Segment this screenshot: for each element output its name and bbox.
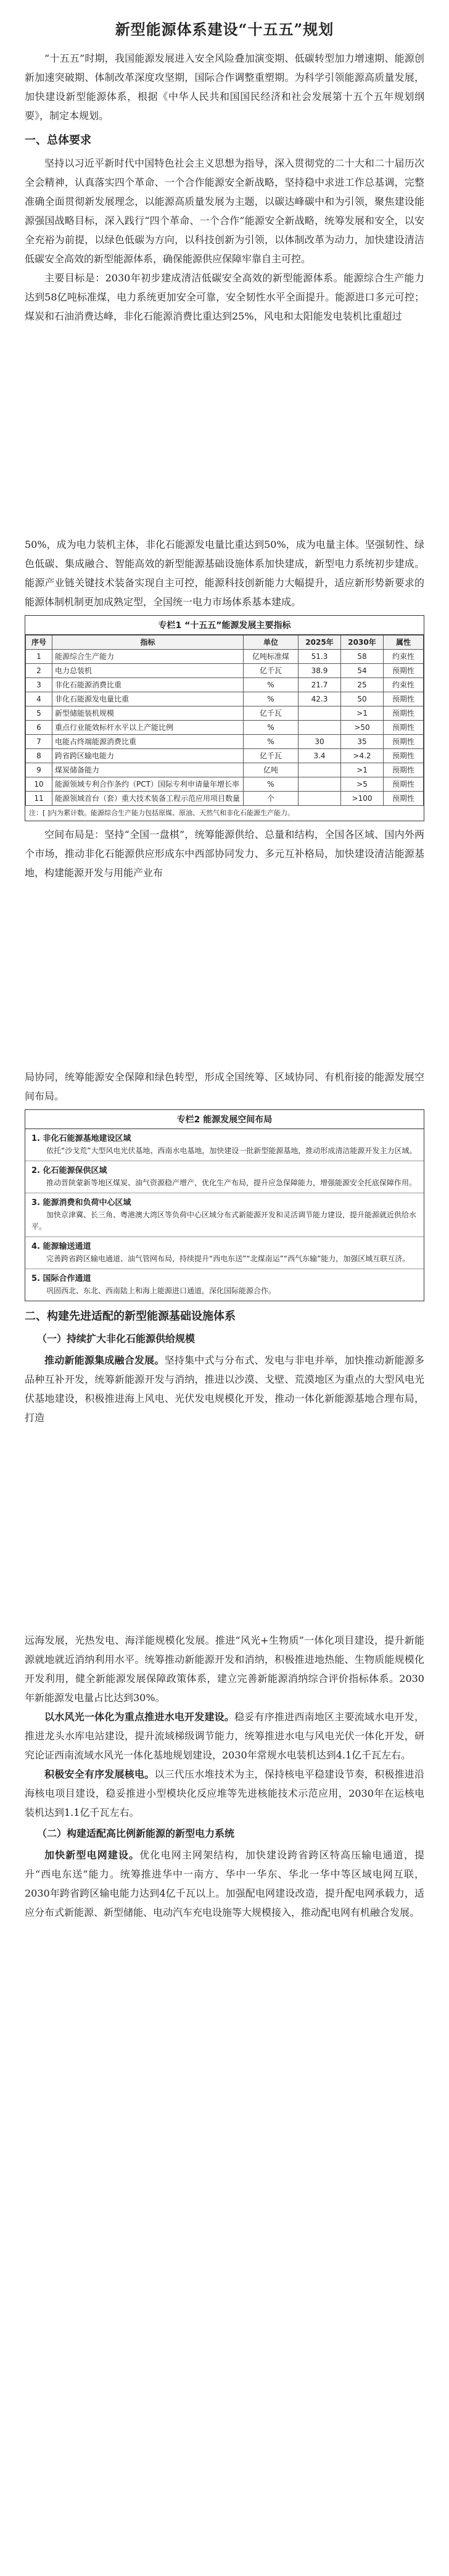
table-cell: 预期性: [384, 749, 424, 763]
nuclear-lead: 积极安全有序发展核电。: [44, 1768, 155, 1780]
section-one-part-a: [25, 0, 424, 328]
table-cell: 预期性: [384, 777, 424, 792]
table-cell: 预期性: [384, 721, 424, 735]
table-cell: %: [244, 735, 299, 749]
table-cell: %: [244, 777, 299, 792]
table-cell: 约束性: [384, 650, 424, 664]
table-row: [26, 735, 424, 749]
indicator-table-box: [25, 615, 424, 821]
table-cell: 30: [299, 735, 341, 749]
col-header: 单位: [244, 636, 299, 650]
zone-title: 1. 非化石能源基地建设区域: [31, 1134, 131, 1143]
nuclear-paragraph: [25, 1765, 424, 1822]
hydro-text: 稳妥有序推进西南地区主要流域水电开发，推进龙头水库电站建设，提升流域梯级调节能力，统筹推进水电与风电光伏一体化开发，研究论证西南流域水风光一体化基地规划建设，2030年常规水电装机达到4.1亿千瓦左右。: [25, 1711, 424, 1761]
table-cell: >5: [341, 777, 384, 792]
newenergy-paragraph: [25, 1351, 424, 1427]
table-row: [26, 763, 424, 777]
indicator-table: [25, 635, 424, 806]
table-cell: 煤炭储备能力: [52, 763, 244, 777]
layout-zone: [25, 1193, 424, 1237]
section-layout-part: [25, 1067, 424, 1427]
layout-zone: [25, 1269, 424, 1301]
table-cell: 3: [26, 678, 52, 692]
table-cell: 7: [26, 735, 52, 749]
layout-zone: [25, 1161, 424, 1193]
table-cell: 51.3: [299, 650, 341, 664]
table-cell: 25: [341, 678, 384, 692]
table-cell: 预期性: [384, 664, 424, 678]
table-cell: 非化石能源消费比重: [52, 678, 244, 692]
table-cell: %: [244, 678, 299, 692]
hydro-paragraph: [25, 1707, 424, 1765]
table-cell: 5: [26, 706, 52, 721]
table-header-row: [26, 636, 424, 650]
table-row: [26, 664, 424, 678]
section-one-part-b: [25, 535, 424, 882]
table-cell: 10: [26, 777, 52, 792]
grid-text: 优化电网主网架结构，加快建设跨省跨区特高压输电通道，提升“西电东送”能力。统筹推进华中一南方、华中一华东、华北一华中等区域电网互联，2030年跨省跨区输电能力达到4亿千瓦以上。加强配电网建设改造，提升配电网承载力，适应分布式新能源、新型储能、电动汽车充电设施等大规模接入，推动配电网有机融合发展。: [25, 1849, 424, 1918]
col-header: 2030年: [341, 636, 384, 650]
table-cell: 约束性: [384, 678, 424, 692]
guiding-paragraph: 坚持以习近平新时代中国特色社会主义思想为指导，深入贯彻党的二十大和二十届历次全会精神，认真落实四个革命、一个合作能源安全新战略，坚持稳中求进工作总基调，完整准确全面贯彻新发展理念，以能源高质量发展为主题，以碳达峰碳中和为引领，聚焦建设能源强国战略目标，深入践行“四个革命、一个合作”能源安全新战略，统筹发展和安全，以安全充裕为前提，以绿色低碳为方向，以科技创新为引领，以体制改革为动力，加快建设清洁低碳安全高效的新型能源体系，确保能源供应保障牢靠自主可控。: [25, 157, 424, 265]
table-cell: 能源领域专利合作条约（PCT）国际专利申请量年增长率: [52, 777, 244, 792]
section-heading-infrastructure: 二、构建先进适配的新型能源基础设施体系: [25, 1310, 236, 1323]
table-cell: 个: [244, 792, 299, 806]
layout-zone: [25, 1237, 424, 1269]
table-cell: 2: [26, 664, 52, 678]
table-cell: 4: [26, 692, 52, 706]
spatial-layout-paragraph: 空间布局是：坚持“全国一盘棋”，统筹能源供给、总量和结构，全国各区域、国内外两个市场，推动非化石能源供应形成东中西部协同发力、多元互补格局，加快建设清洁能源基地，构建能源开发与用能产业布: [25, 829, 424, 879]
subheading-nonfossil: （一）持续扩大非化石能源供给规模: [37, 1333, 196, 1344]
table-row: [26, 749, 424, 763]
table-cell: 亿吨: [244, 763, 299, 777]
table-cell: 21.7: [299, 678, 341, 692]
table-row: [26, 777, 424, 792]
blank-gap: [0, 328, 449, 535]
table-cell: 新型储能装机规模: [52, 706, 244, 721]
table-cell: 预期性: [384, 763, 424, 777]
table-cell: [299, 792, 341, 806]
table-row: [26, 692, 424, 706]
table-cell: 8: [26, 749, 52, 763]
table-cell: 非化石能源发电量比重: [52, 692, 244, 706]
newenergy-continued: 远海发展，光热发电、海洋能规模化发展。推进“风光+生物质”一体化项目建设，提升新能源就地就近消纳利用水平。统筹推动新能源开发和消纳，积极推进地热能、生物质能规模化开发利用，健全新能源发展保障政策体系，建立完善新能源消纳综合评价指标体系。2030年新能源发电量占比达到30%。: [25, 1634, 424, 1704]
zone-title: 3. 能源消费和负荷中心区域: [31, 1198, 131, 1207]
table-cell: 亿吨标准煤: [244, 650, 299, 664]
table-cell: 54: [341, 664, 384, 678]
col-header: 2025年: [299, 636, 341, 650]
table-cell: 1: [26, 650, 52, 664]
table-cell: 重点行业能效标杆水平以上产能比例: [52, 721, 244, 735]
table-cell: 50: [341, 692, 384, 706]
table-row: [26, 650, 424, 664]
zone-title: 5. 国际合作通道: [31, 1274, 91, 1283]
col-header: 序号: [26, 636, 52, 650]
table-cell: >100: [341, 792, 384, 806]
table-cell: >1: [341, 706, 384, 721]
table-cell: 3.4: [299, 749, 341, 763]
table-cell: 亿千瓦: [244, 664, 299, 678]
zone-title: 4. 能源输送通道: [31, 1242, 91, 1251]
grid-paragraph: [25, 1845, 424, 1922]
table-cell: 电力总装机: [52, 664, 244, 678]
table-cell: 11: [26, 792, 52, 806]
table-cell: 预期性: [384, 735, 424, 749]
table-cell: 亿千瓦: [244, 706, 299, 721]
table-row: [26, 792, 424, 806]
zone-text: 推动晋陕蒙新等地区煤炭、油气资源稳产增产，优化生产布局，提升应急保障能力，增强能源安全托底保障作用。: [46, 1178, 417, 1187]
layout-zone: [25, 1129, 424, 1161]
table-cell: 预期性: [384, 706, 424, 721]
table-cell: 预期性: [384, 692, 424, 706]
document-title: 新型能源体系建设“十五五”规划: [115, 20, 334, 38]
col-header: 指标: [52, 636, 244, 650]
table-cell: %: [244, 692, 299, 706]
table-cell: >50: [341, 721, 384, 735]
newenergy-text: 坚持集中式与分布式、发电与非电并举，加快推动新能源多品种互补开发，统筹新能源开发与消纳，推进以沙漠、戈壁、荒漠地区为重点的大型风电光伏基地建设，积极推进海上风电、光伏发电规模化开发，推动一体化新能源基地合理布局，打造: [25, 1354, 424, 1423]
grid-lead: 加快新型电网建设。: [44, 1849, 140, 1861]
zone-title: 2. 化石能源保供区域: [31, 1166, 107, 1175]
spatial-layout-continued: 局协同，统筹能源安全保障和绿色转型，形成全国统筹、区域协同、有机衔接的能源发展空间布局。: [25, 1071, 424, 1102]
table-row: [26, 678, 424, 692]
layout-box-title: 专栏2 能源发展空间布局: [25, 1110, 424, 1129]
col-header: 属性: [384, 636, 424, 650]
blank-gap: [0, 1427, 449, 1631]
zone-text: 完善跨省跨区输电通道、油气管网布局，持续提升“西电东送”“北煤南运”“西气东输”能力，加强区域互联互济。: [46, 1254, 410, 1263]
table-cell: [299, 763, 341, 777]
table-cell: 38.9: [299, 664, 341, 678]
layout-box: [25, 1109, 424, 1301]
newenergy-lead: 推动新能源集成融合发展。: [44, 1354, 165, 1366]
table-cell: 跨省跨区输电能力: [52, 749, 244, 763]
table-cell: [299, 706, 341, 721]
indicator-table-note: 注：[ ]内为累计数。能源综合生产能力包括原煤、原油、天然气和非化石能源生产能力。: [29, 809, 295, 817]
table-cell: 35: [341, 735, 384, 749]
table-row: [26, 706, 424, 721]
table-cell: 电能占终端能源消费比重: [52, 735, 244, 749]
zone-text: 加快京津冀、长三角、粤港澳大湾区等负荷中心区域分布式新能源开发和灵活调节能力建设，提升能源就近供给水平。: [31, 1211, 417, 1231]
table-cell: 6: [26, 721, 52, 735]
table-cell: %: [244, 721, 299, 735]
targets-continued: 50%，成为电力装机主体，非化石能源发电量比重达到50%，成为电量主体。坚强韧性、绿色低碳、集成融合、智能高效的新型能源基础设施体系加快建成，新型电力系统初步建成。能源产业链关键技术装备实现自主可控，能源科技创新能力大幅提升，适应新形势新要求的能源体制机制更加成熟定型，全国统一电力市场体系基本建成。: [25, 539, 424, 608]
table-cell: 58: [341, 650, 384, 664]
table-cell: >1: [341, 763, 384, 777]
table-cell: 9: [26, 763, 52, 777]
table-cell: 能源综合生产能力: [52, 650, 244, 664]
nuclear-text: 以三代压水堆技术为主，保持核电平稳建设节奏，积极推进沿海核电项目建设，稳妥推进小型模块化反应堆等先进核能技术示范应用，2030年在运核电装机达到1.1亿千瓦左右。: [25, 1768, 424, 1818]
table-cell: [299, 777, 341, 792]
hydro-lead: 以水风光一体化为重点推进水电开发建设。: [44, 1711, 235, 1723]
blank-gap: [0, 882, 449, 1067]
table-cell: 亿千瓦: [244, 749, 299, 763]
zone-text: 依托“沙戈荒”大型风电光伏基地、西南水电基地，加快建设一批新型能源基地，推动形成清洁能源开发主力区域。: [46, 1146, 417, 1155]
intro-paragraph: “十五五”时期，我国能源发展进入安全风险叠加演变期、低碳转型加力增速期、能源创新加速突破期、体制改革深度攻坚期，国际合作调整重塑期。为科学引领能源高质量发展，加快建设新型能源体系，根据《中华人民共和国国民经济和社会发展第十五个五年规划纲要》，制定本规划。: [25, 52, 424, 122]
table-cell: 42.3: [299, 692, 341, 706]
indicator-table-title: 专栏1 “十五五”能源发展主要指标: [25, 616, 424, 635]
table-cell: >4.2: [341, 749, 384, 763]
table-cell: 预期性: [384, 792, 424, 806]
section-heading-general: 一、总体要求: [25, 134, 91, 147]
section-two-part: [25, 1631, 424, 1922]
subheading-power-system: （二）构建适配高比例新能源的新型电力系统: [37, 1828, 235, 1839]
table-row: [26, 721, 424, 735]
table-cell: 能源领域首台（套）重大技术装备工程示范应用项目数量: [52, 792, 244, 806]
table-cell: [299, 721, 341, 735]
zone-text: 巩固西北、东北、西南陆上和海上能源进口通道，深化国际能源合作。: [46, 1286, 276, 1295]
targets-paragraph: 主要目标是：2030年初步建成清洁低碳安全高效的新型能源体系。能源综合生产能力达到58亿吨标准煤，电力系统更加安全可靠，安全韧性水平全面提升。能源进口多元可控；煤炭和石油消费达峰，非化石能源消费比重达到25%，风电和太阳能发电装机比重超过: [25, 272, 424, 322]
